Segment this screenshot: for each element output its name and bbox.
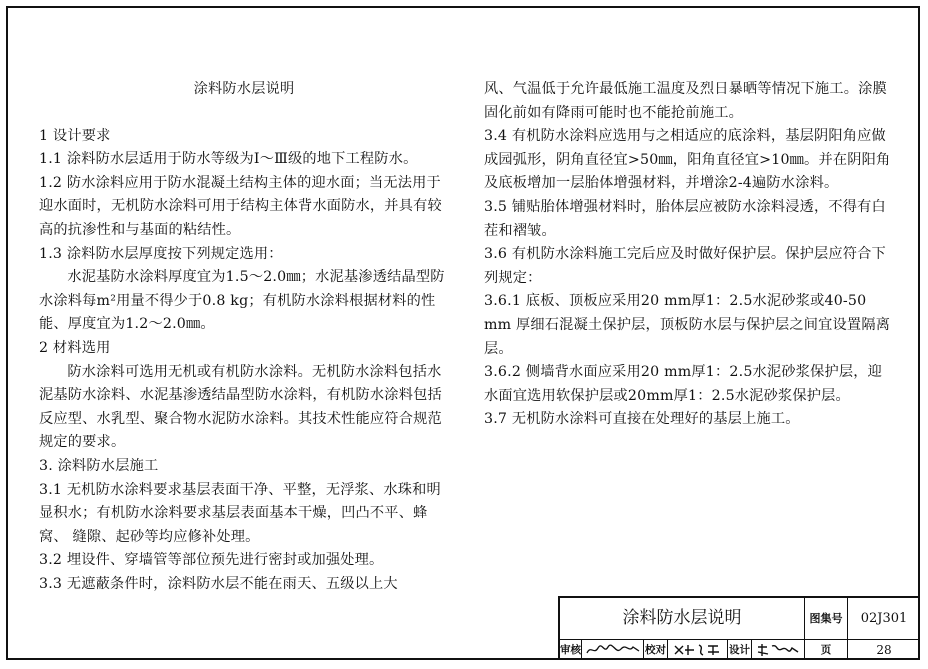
clause-3-2: 3.2 埋设件、穿墙管等部位预先进行密封或加强处理。 <box>39 552 384 569</box>
left-text-column <box>39 78 449 596</box>
clause-3-7: 3.7 无机防水涂料可直接在处理好的基层上施工。 <box>484 411 800 428</box>
proofread-signature <box>668 640 728 660</box>
clause-3-6: 3.6 有机防水涂料施工完后应及时做好保护层。保护层应符合下列规定： <box>484 246 886 286</box>
right-text-column <box>484 78 894 432</box>
review-signature <box>582 640 644 660</box>
document-heading: 涂料防水层说明 <box>193 81 295 97</box>
design-signature <box>752 640 805 660</box>
title-block-top-row <box>560 598 920 640</box>
clause-1-2: 1.2 防水涂料应用于防水混凝土结构主体的迎水面；当无法用于迎水面时，无机防水涂料可用于结构主体背水面防水，并具有较高的抗渗性和与基面的粘结性。 <box>39 174 442 238</box>
clause-3-6-2: 3.6.2 侧墙背水面应采用20 mm厚1：2.5水泥砂浆保护层，迎水面宜选用软保护层或20mm厚1：2.5水泥砂浆保护层。 <box>484 364 883 404</box>
section-2-heading: 2 材料选用 <box>39 339 111 356</box>
title-block-title: 涂料防水层说明 <box>560 598 805 639</box>
title-block-signature-row <box>560 640 920 660</box>
proofread-signature-mark <box>672 643 724 657</box>
design-signature-mark <box>755 643 801 657</box>
page-number: 28 <box>876 643 892 657</box>
review-signature-mark <box>585 643 641 657</box>
proofread-label: 校对 <box>644 640 668 660</box>
atlas-number-label: 图集号 <box>805 598 848 639</box>
clause-3-6-1: 3.6.1 底板、顶板应采用20 mm厚1：2.5水泥砂浆或40-50 mm 厚细石混凝土保护层，顶板防水层与保护层之间宜设置隔离层。 <box>484 293 891 357</box>
clause-3-4: 3.4 有机防水涂料应选用与之相适应的底涂料，基层阴阳角应做成园弧形，阴角直径宜>50㎜，阳角直径宜>10㎜。并在阴阳角及底板增加一层胎体增强材料，并增涂2-4遍防水涂料。 <box>484 128 891 192</box>
clause-1-3-detail: 水泥基防水涂料厚度宜为1.5～2.0㎜；水泥基渗透结晶型防水涂料每m²用量不得少于0.8 kg；有机防水涂料根据材料的性能、厚度宜为1.2～2.0㎜。 <box>39 269 445 333</box>
design-label: 设计 <box>728 640 752 660</box>
clause-1-3: 1.3 涂料防水层厚度按下列规定选用： <box>39 245 283 262</box>
review-label: 审核 <box>560 640 582 660</box>
title-block <box>558 596 920 660</box>
section-2-body: 防水涂料可选用无机或有机防水涂料。无机防水涂料包括水泥基防水涂料、水泥基渗透结晶型防水涂料，有机防水涂料包括反应型、水乳型、聚合物水泥防水涂料。其技术性能应符合规范规定的要求。 <box>39 363 442 451</box>
clause-3-1: 3.1 无机防水涂料要求基层表面干净、平整，无浮浆、水珠和明显积水；有机防水涂料要求基层表面基本干燥，凹凸不平、蜂窝、 缝隙、起砂等均应修补处理。 <box>39 481 441 545</box>
page-label: 页 <box>805 640 848 660</box>
clause-3-3-start: 3.3 无遮蔽条件时，涂料防水层不能在雨天、五级以上大 <box>39 575 398 592</box>
clause-3-3-continued: 风、气温低于允许最低施工温度及烈日暴晒等情况下施工。涂膜固化前如有降雨可能时也不能抢前施工。 <box>484 81 887 121</box>
section-1-heading: 1 设计要求 <box>39 127 111 144</box>
clause-3-5: 3.5 铺贴胎体增强材料时，胎体层应被防水涂料浸透，不得有白茬和褶皱。 <box>484 198 886 239</box>
section-3-heading: 3. 涂料防水层施工 <box>39 457 159 474</box>
clause-1-1: 1.1 涂料防水层适用于防水等级为Ⅰ～Ⅲ级的地下工程防水。 <box>39 151 418 168</box>
atlas-number-value: 02J301 <box>860 611 908 626</box>
